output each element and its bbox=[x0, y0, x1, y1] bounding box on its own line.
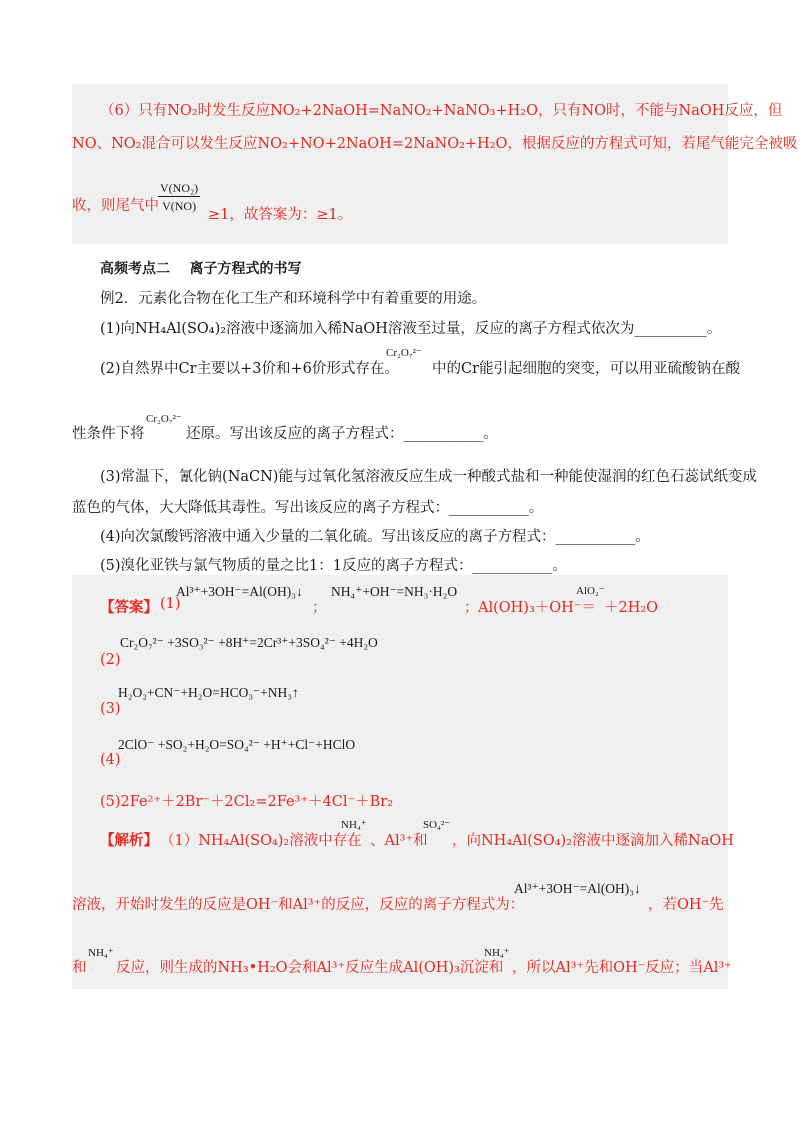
block1-line2: NO、NO₂混合可以发生反应NO₂+NO+2NaOH=2NaNO₂+H₂O，根据反应的方程式可知，若尾气能完全被吸 bbox=[72, 136, 798, 152]
analysis-p3-pre: 和 bbox=[72, 960, 87, 976]
answer-1-sep1: ； bbox=[312, 600, 327, 616]
question-2b-pre: 性条件下将 bbox=[72, 426, 145, 442]
answer-1-eq3-post: ＋2H₂O bbox=[604, 600, 659, 616]
question-2b-formula: Cr₂O₇²⁻ bbox=[146, 413, 182, 425]
question-2b-post: 还原。写出该反应的离子方程式：___________。 bbox=[186, 426, 498, 442]
answer-1-eq3-formula: AlO₂⁻ bbox=[576, 585, 605, 597]
answer-2-eq: Cr₂O₇²⁻ +3SO₃²⁻ +8H⁺=2Cr³⁺+3SO₄²⁻ +4H₂O bbox=[120, 635, 378, 650]
question-3-line2: 蓝色的气体，大大降低其毒性。写出该反应的离子方程式：___________。 bbox=[72, 500, 544, 516]
question-2-post: 中的Cr能引起细胞的突变，可以用亚硫酸钠在酸 bbox=[432, 361, 741, 377]
analysis-p2-eq: Al³⁺+3OH⁻=Al(OH)₃↓ bbox=[514, 881, 641, 896]
answer-4-eq: 2ClO⁻ +SO₂+H₂O=SO₄²⁻ +H⁺+Cl⁻+HClO bbox=[118, 737, 356, 752]
analysis-p3-formula1: NH₄⁺ bbox=[88, 947, 114, 959]
analysis-p2-post: ，若OH⁻先 bbox=[648, 897, 724, 913]
question-3-line1: (3)常温下，氰化钠(NaCN)能与过氧化氢溶液反应生成一种酸式盐和一种能使湿润的红色石蕊试纸变成 bbox=[100, 469, 757, 485]
ratio-fraction bbox=[158, 182, 200, 212]
analysis-p1-formula1: NH₄⁺ bbox=[341, 819, 367, 831]
answer-1-sep2: ； bbox=[464, 600, 479, 616]
answer-tag: 【答案】 bbox=[100, 599, 158, 616]
block1-line1: （6）只有NO₂时发生反应NO₂+2NaOH=NaNO₂+NaNO₃+H₂O，只有NO时，不能与NaOH反应，但 bbox=[100, 103, 783, 119]
answer-3-label: (3) bbox=[100, 701, 121, 717]
question-5: (5)溴化亚铁与氯气物质的量之比1：1反应的离子方程式：___________。 bbox=[100, 558, 567, 574]
answer-3-eq: H₂O₂+CN⁻+H₂O=HCO₃⁻+NH₃↑ bbox=[118, 685, 299, 700]
analysis-p1-formula2: SO₄²⁻ bbox=[423, 819, 451, 831]
analysis-p1-post: ，向NH₄Al(SO₄)₂溶液中逐滴加入稀NaOH bbox=[452, 833, 734, 849]
answer-4-label: (4) bbox=[100, 752, 121, 768]
question-1: (1)向NH₄Al(SO₄)₂溶液中逐滴加入稀NaOH溶液至过量，反应的离子方程式依次为__________。 bbox=[100, 321, 722, 337]
block1-line3-post: ≥1，故答案为：≥1。 bbox=[208, 207, 353, 223]
question-4: (4)向次氯酸钙溶液中通入少量的二氧化硫。写出该反应的离子方程式：___________。 bbox=[100, 529, 650, 545]
example-intro: 例2．元素化合物在化工生产和环境科学中有着重要的用途。 bbox=[100, 291, 487, 307]
analysis-p3-formula2: NH₄⁺ bbox=[484, 947, 510, 959]
analysis-tag: 【解析】 bbox=[100, 832, 158, 849]
answer-1-eq1: Al³⁺+3OH⁻=Al(OH)₃↓ bbox=[176, 584, 303, 599]
block1-line3-pre: 收，则尾气中 bbox=[72, 198, 159, 214]
analysis-p1-mid: 、Al³⁺和 bbox=[370, 833, 428, 849]
fraction-denominator: V(NO) bbox=[162, 199, 197, 213]
block1-line3 bbox=[72, 194, 159, 215]
answer-1-label: (1) bbox=[160, 596, 181, 612]
answer-1-eq2: NH₄⁺+OH⁻=NH₃·H₂O bbox=[331, 584, 458, 599]
section-heading: 高频考点二 离子方程式的书写 bbox=[100, 261, 302, 277]
analysis-p1-pre: （1）NH₄Al(SO₄)₂溶液中存在 bbox=[160, 833, 362, 849]
question-2-pre: (2)自然界中Cr主要以+3价和+6价形式存在。 bbox=[100, 361, 399, 377]
analysis-p3-mid: 反应，则生成的NH₃•H₂O会和Al³⁺反应生成Al(OH)₃沉淀和 bbox=[116, 960, 504, 976]
analysis-p3-post: ，所以Al³⁺先和OH⁻反应；当Al³⁺ bbox=[512, 960, 732, 976]
analysis-p2-pre: 溶液，开始时发生的反应是OH⁻和Al³⁺的反应，反应的离子方程式为： bbox=[72, 897, 525, 913]
answer-1-eq3-pre: Al(OH)₃＋OH⁻＝ bbox=[478, 600, 596, 616]
answer-2-label: (2) bbox=[100, 652, 121, 668]
question-2-formula: Cr₂O₇²⁻ bbox=[386, 347, 422, 359]
answer-5: (5)2Fe²⁺＋2Br⁻＋2Cl₂=2Fe³⁺＋4Cl⁻＋Br₂ bbox=[100, 794, 394, 810]
fraction-numerator: V(NO₂) bbox=[160, 181, 199, 195]
